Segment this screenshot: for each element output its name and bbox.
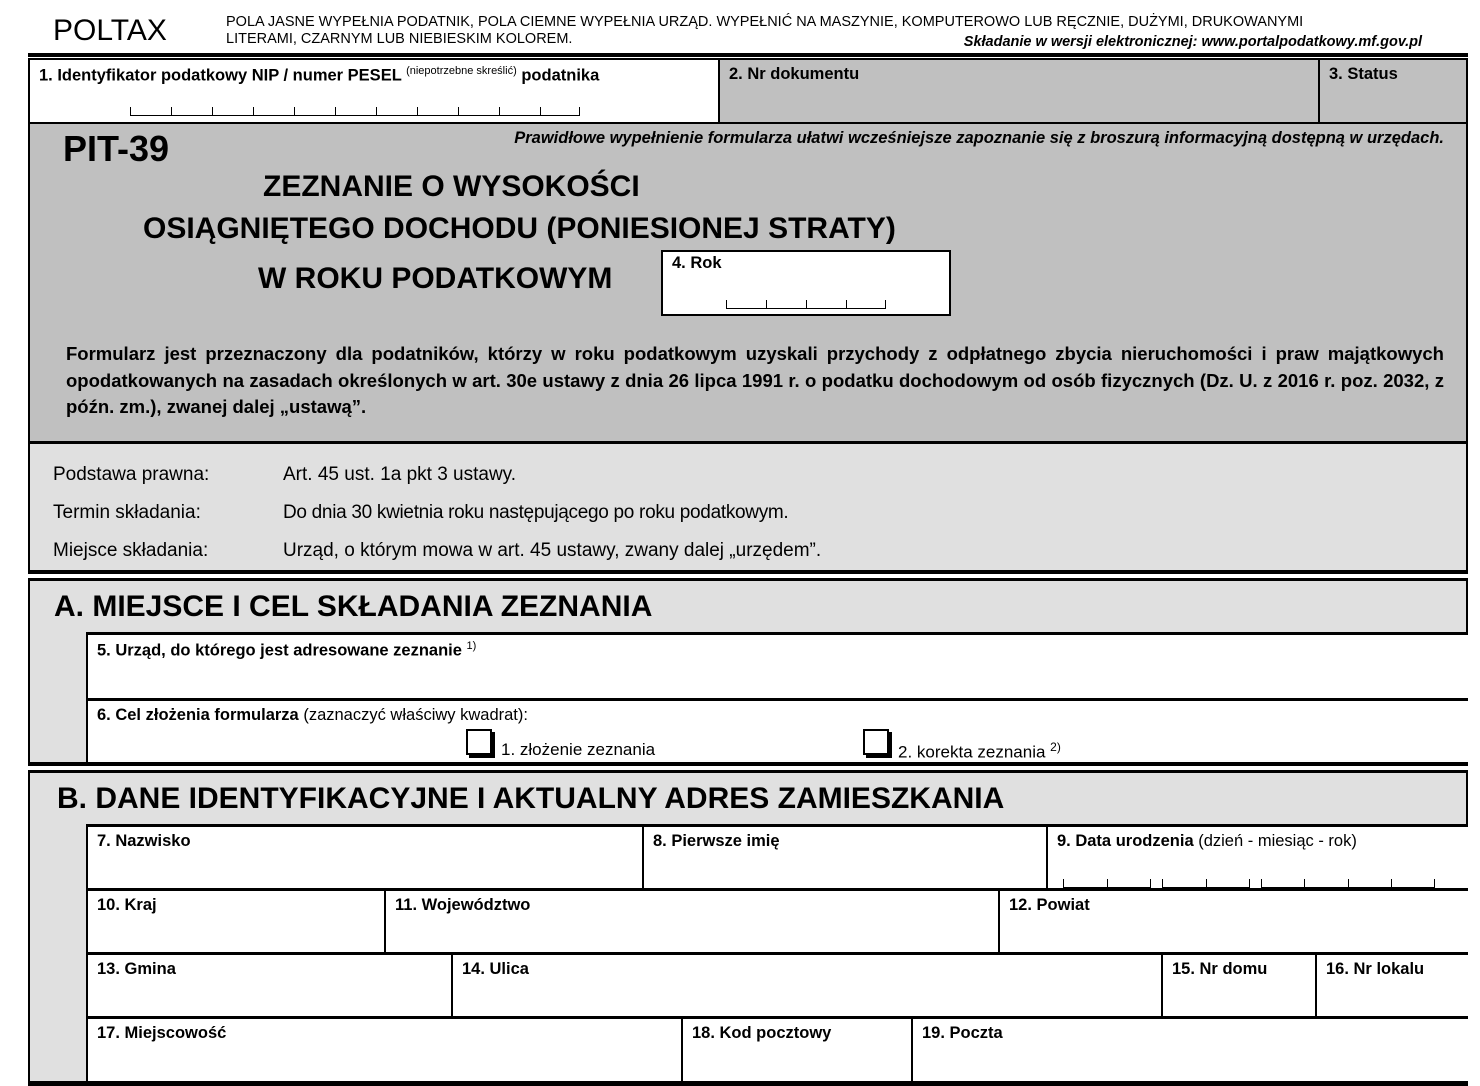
field-17-city[interactable] (86, 1016, 683, 1082)
field-13-label: 13. Gmina (97, 960, 176, 978)
field-2-label: 2. Nr dokumentu (729, 65, 860, 83)
year-ticks (1261, 879, 1435, 888)
field-15-house-number[interactable] (1161, 952, 1317, 1018)
field-1-label: 1. Identyfikator podatkowy NIP / numer PESEL $^{(niepotrzebne skreślić)}$ podatnika (39, 65, 600, 85)
poltax-logo: POLTAX (53, 14, 167, 47)
field-7-label: 7. Nazwisko (97, 832, 191, 850)
form-description: Formularz jest przeznaczony dla podatników, którzy w roku podatkowym uzyskali przychody z odpłatnego zbycia nieruchomości i praw majątkowych opodatkowanych na zasadach określonych w art. 30e ustawy z dnia 26 lipca 1991 r. o podatku dochodowym od osób fizycznych (Dz. U. z 2016 r. poz. 2032, z późn. zm.), zwanej dalej „ustawą”. (66, 343, 1444, 417)
form-hint: Prawidłowe wypełnienie formularza ułatwi wcześniejsze zapoznanie się z broszurą informacyjną dostępną w urzędach. (514, 129, 1444, 147)
section-divider (28, 570, 1468, 574)
section-a-title: A. MIEJSCE I CEL SKŁADANIA ZEZNANIA (54, 590, 653, 623)
form-title-line-1: ZEZNANIE O WYSOKOŚCI (263, 170, 640, 203)
field-3-label: 3. Status (1329, 65, 1398, 83)
field-14-label: 14. Ulica (462, 960, 529, 978)
field-8-first-name[interactable] (642, 824, 1048, 890)
field-16-apartment-number[interactable] (1315, 952, 1468, 1018)
field-9-birth-date[interactable] (1046, 824, 1468, 890)
field-11-province[interactable] (384, 888, 1000, 954)
legal-info-labels (53, 456, 209, 570)
field-5-label: 5. Urząd, do którego jest adresowane zeznanie $^{1)}$ (97, 640, 477, 660)
nip-digit-ticks (130, 107, 580, 116)
option-correction-label: 2. korekta zeznania $^{2)}$ (898, 740, 1061, 762)
legal-basis-value: Art. 45 ust. 1a pkt 3 ustawy. (283, 464, 517, 485)
form-code: PIT-39 (63, 128, 170, 169)
legal-basis-label: Podstawa prawna: (53, 464, 210, 485)
field-16-label: 16. Nr lokalu (1326, 960, 1425, 978)
field-3-status (1318, 58, 1468, 124)
field-1-nip-pesel[interactable] (28, 58, 720, 124)
field-12-county[interactable] (998, 888, 1468, 954)
field-18-postal-code[interactable] (681, 1016, 913, 1082)
field-11-label: 11. Województwo (395, 896, 531, 914)
field-6-purpose (86, 698, 1468, 764)
field-5-tax-office[interactable] (86, 632, 1468, 700)
field-8-label: 8. Pierwsze imię (653, 832, 780, 850)
deadline-label: Termin składania: (53, 502, 201, 523)
form-title-line-3: W ROKU PODATKOWYM (258, 262, 613, 295)
instructions-line-1: POLA JASNE WYPEŁNIA PODATNIK, POLA CIEMNE WYPEŁNIA URZĄD. WYPEŁNIĆ NA MASZYNIE, KOMPUTEROWO LUB RĘCZNIE, DUŻYMI, DRUKOWANYMI (226, 14, 1304, 30)
field-6-label: 6. Cel złożenia formularza (zaznaczyć właściwy kwadrat): (97, 706, 528, 724)
field-10-country[interactable] (86, 888, 386, 954)
field-19-post-office[interactable] (911, 1016, 1468, 1082)
field-9-label: 9. Data urodzenia (dzień - miesiąc - rok) (1057, 832, 1357, 850)
field-15-label: 15. Nr domu (1172, 960, 1268, 978)
deadline-value: Do dnia 30 kwietnia roku następującego po roku podatkowym. (283, 502, 789, 523)
place-label: Miejsce składania: (53, 540, 209, 561)
electronic-filing-link[interactable]: Składanie w wersji elektronicznej: www.portalpodatkowy.mf.gov.pl (963, 34, 1422, 50)
day-ticks (1063, 879, 1151, 888)
checkbox-submission[interactable] (466, 729, 492, 755)
year-digit-ticks (726, 300, 886, 309)
legal-info-values (283, 456, 821, 570)
header-divider (28, 53, 1468, 57)
form-title-line-2: OSIĄGNIĘTEGO DOCHODU (PONIESIONEJ STRATY) (143, 212, 896, 245)
bottom-divider (28, 1081, 1468, 1086)
field-7-surname[interactable] (86, 824, 644, 890)
place-value: Urząd, o którym mowa w art. 45 ustawy, zwany dalej „urzędem”. (283, 540, 822, 561)
section-divider (28, 762, 1468, 766)
field-4-year[interactable] (661, 250, 951, 316)
instructions-line-2: LITERAMI, CZARNYM LUB NIEBIESKIM KOLOREM. (226, 31, 573, 47)
checkbox-correction[interactable] (863, 729, 889, 755)
field-18-label: 18. Kod pocztowy (692, 1024, 832, 1042)
section-b-title: B. DANE IDENTYFIKACYJNE I AKTUALNY ADRES ZAMIESZKANIA (57, 782, 1005, 815)
field-4-label: 4. Rok (672, 254, 722, 272)
field-14-street[interactable] (451, 952, 1163, 1018)
field-2-document-number (718, 58, 1320, 124)
option-submission-label: 1. złożenie zeznania (501, 740, 656, 759)
field-13-municipality[interactable] (86, 952, 453, 1018)
field-17-label: 17. Miejscowość (97, 1024, 227, 1042)
field-19-label: 19. Poczta (922, 1024, 1003, 1042)
field-12-label: 12. Powiat (1009, 896, 1090, 914)
field-10-label: 10. Kraj (97, 896, 157, 914)
month-ticks (1162, 879, 1250, 888)
